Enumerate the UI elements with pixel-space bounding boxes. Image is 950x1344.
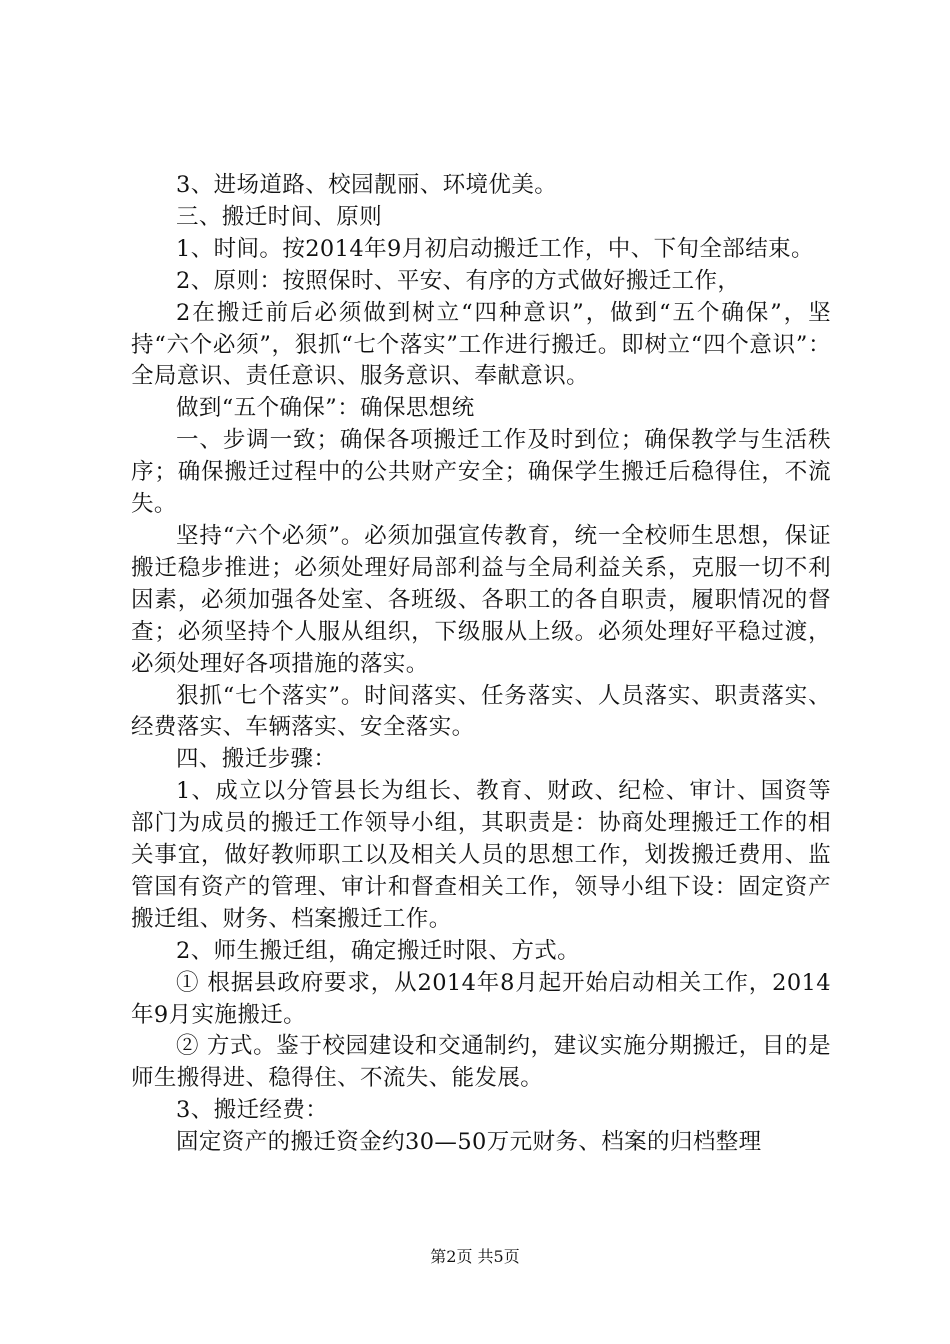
section-heading: 四、搬迁步骤：	[176, 746, 337, 773]
paragraph: 狠抓“七个落实”。时间落实、任务落实、人员落实、职责落实、经费落实、车辆落实、安全落实。	[131, 682, 831, 741]
page-number-footer: 第2页 共5页	[430, 1247, 520, 1266]
paragraph: 固定资产的搬迁资金约30—50万元财务、档案的归档整理	[176, 1129, 762, 1156]
paragraph: 1、成立以分管县长为组长、教育、财政、纪检、审计、国资等部门为成员的搬迁工作领导小组，其职责是：协商处理搬迁工作的相关事宜，做好教师职工以及相关人员的思想工作，划拨搬迁费用、监管国有资产的管理、审计和督查相关工作，领导小组下设：固定资产搬迁组、财务、档案搬迁工作。	[131, 778, 831, 932]
paragraph: 3、进场道路、校园靓丽、环境优美。	[176, 172, 558, 198]
paragraph: ① 根据县政府要求，从2014年8月起开始启动相关工作，2014年9月实施搬迁。	[131, 969, 831, 1028]
paragraph: ② 方式。鉴于校园建设和交通制约，建议实施分期搬迁，目的是师生搬得进、稳得住、不流失、能发展。	[131, 1033, 831, 1092]
paragraph: 坚持“六个必须”。必须加强宣传教育，统一全校师生思想，保证搬迁稳步推进；必须处理好局部利益与全局利益关系，克服一切不利因素，必须加强各处室、各班级、各职工的各自职责，履职情况的督查；必须坚持个人服从组织，下级服从上级。必须处理好平稳过渡，必须处理好各项措施的落实。	[131, 522, 831, 677]
section-heading: 三、搬迁时间、原则	[176, 203, 383, 230]
paragraph: 1、时间。按2014年9月初启动搬迁工作，中、下旬全部结束。	[176, 235, 814, 262]
paragraph: 2、师生搬迁组，确定搬迁时限、方式。	[176, 937, 581, 964]
paragraph: 3、搬迁经费：	[176, 1097, 329, 1124]
document-body	[131, 170, 831, 1159]
paragraph: 2在搬迁前后必须做到树立“四种意识”，做到“五个确保”，坚持“六个必须”，狠抓“七个落实”工作进行搬迁。即树立“四个意识”：全局意识、责任意识、服务意识、奉献意识。	[131, 299, 831, 390]
paragraph: 一、步调一致；确保各项搬迁工作及时到位；确保教学与生活秩序；确保搬迁过程中的公共财产安全；确保学生搬迁后稳得住，不流失。	[131, 427, 831, 518]
paragraph: 2、原则：按照保时、平安、有序的方式做好搬迁工作，	[176, 267, 741, 294]
paragraph: 做到“五个确保”：确保思想统	[176, 395, 475, 422]
